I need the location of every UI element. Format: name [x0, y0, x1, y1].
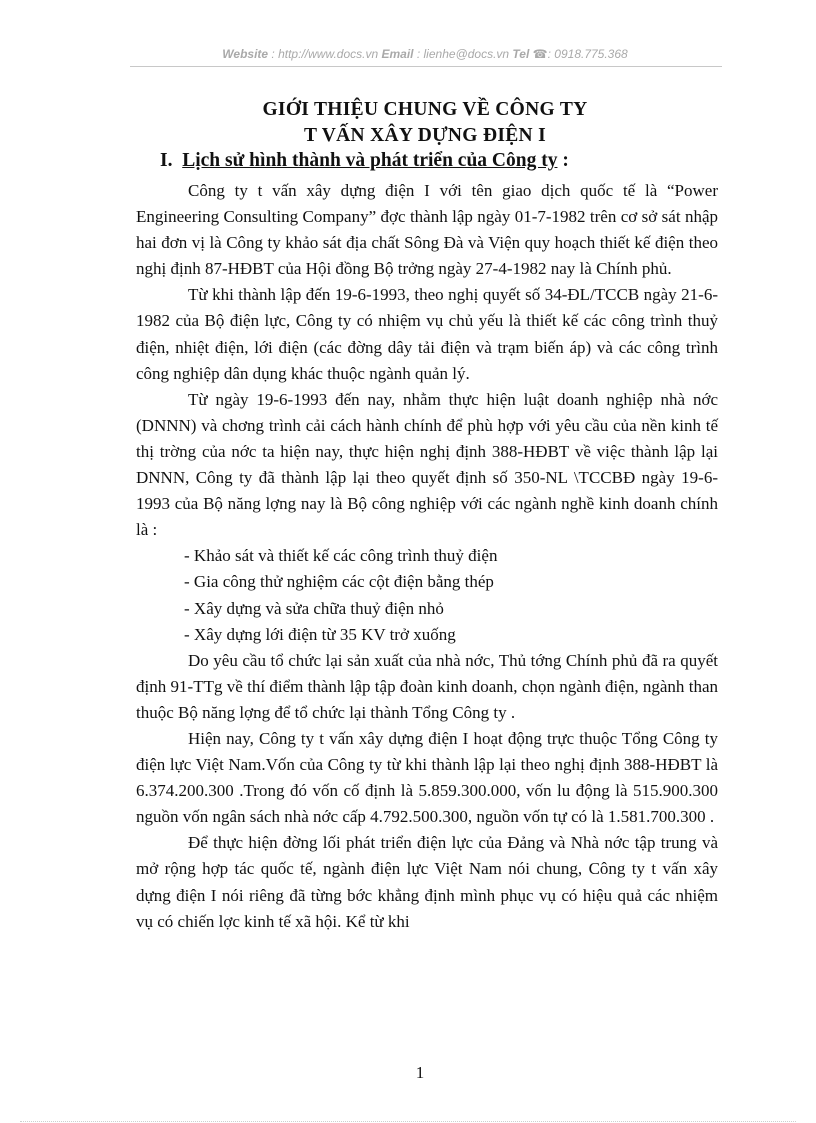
business-lines-list: [136, 543, 718, 647]
footer-divider: [20, 1121, 796, 1122]
paragraph-1: Công ty t vấn xây dựng điện I với tên giao dịch quốc tế là “Power Engineering Consulting Company” đợc thành lập ngày 01-7-1982 trên cơ sở sát nhập hai đơn vị là Công ty khảo sát địa chất Sông Đà và Viện quy hoạch thiết kế điện theo nghị định 87-HĐBT của Hội đồng Bộ trởng ngày 27-4-1982 nay là Chính phủ.: [136, 181, 718, 279]
phone-icon: ☎: [532, 47, 548, 61]
page-subtitle: T VẤN XÂY DỰNG ĐIỆN I: [304, 125, 546, 146]
tel-label: Tel: [512, 47, 530, 61]
document-body: [136, 178, 718, 935]
list-item: - Xây dựng và sửa chữa thuỷ điện nhỏ: [184, 598, 444, 618]
paragraph-2: Từ khi thành lập đến 19-6-1993, theo nghị quyết số 34-ĐL/TCCB ngày 21-6-1982 của Bộ điện lực, Công ty có nhiệm vụ chủ yếu là thiết kế các công trình thuỷ điện, nhiệt điện, lới điện (các đờng dây tải điện và trạm biến áp) và các công trình công nghiệp dân dụng khác thuộc ngành quản lý.: [136, 285, 718, 383]
section-title: Lịch sử hình thành và phát triển của Công ty: [182, 150, 558, 171]
list-item: - Khảo sát và thiết kế các công trình thuỷ điện: [184, 546, 498, 566]
list-item: - Xây dựng lới điện từ 35 KV trở xuống: [184, 624, 456, 644]
list-item: - Gia công thử nghiệm các cột điện bằng thép: [184, 572, 494, 592]
email-value: : lienhe@docs.vn: [416, 47, 510, 61]
email-label: Email: [381, 47, 414, 61]
section-number: I.: [160, 150, 173, 171]
website-label: Website: [222, 47, 269, 61]
website-value: : http://www.docs.vn: [271, 47, 379, 61]
section-suffix: :: [557, 150, 569, 171]
page-header: [130, 47, 720, 61]
paragraph-3: Từ ngày 19-6-1993 đến nay, nhằm thực hiện luật doanh nghiệp nhà nớc (DNNN) và chơng trình cải cách hành chính để phù hợp với yêu cầu của nền kinh tế thị trờng của nớc ta hiện nay, thực hiện nghị định 388-HĐBT về việc thành lập lại DNNN, Công ty đã thành lập lại theo quyết định số 350-NL \TCCBĐ ngày 19-6-1993 của Bộ năng lợng nay là Bộ công nghiệp với các ngành nghề kinh doanh chính là :: [136, 389, 718, 540]
paragraph-6: Để thực hiện đờng lối phát triển điện lực của Đảng và Nhà nớc tập trung và mở rộng hợp tác quốc tế, ngành điện lực Việt Nam nói chung, Công ty t vấn xây dựng điện I nói riêng đã từng bớc khẳng định mình phục vụ có hiệu quả các nhiệm vụ có chiến lợc kinh tế xã hội. Kể từ khi: [136, 833, 718, 931]
page-title: GIỚI THIỆU CHUNG VỀ CÔNG TY: [262, 99, 588, 120]
section-heading: [160, 150, 569, 172]
paragraph-4: Do yêu cầu tổ chức lại sản xuất của nhà nớc, Thủ tớng Chính phủ đã ra quyết định 91-TTg về thí điểm thành lập tập đoàn kinh doanh, chọn ngành điện, ngành than thuộc Bộ năng lợng để tổ chức lại thành Tổng Công ty .: [136, 650, 718, 722]
tel-value: : 0918.775.368: [547, 47, 628, 61]
header-divider: [130, 66, 722, 67]
page-number: 1: [415, 1063, 425, 1082]
paragraph-5: Hiện nay, Công ty t vấn xây dựng điện I hoạt động trực thuộc Tổng Công ty điện lực Việt Nam.Vốn của Công ty từ khi thành lập lại theo nghị định 388-HĐBT là 6.374.200.300 .Trong đó vốn cố định là 5.859.300.000, vốn lu động là 515.900.300 nguồn vốn ngân sách nhà nớc cấp 4.792.500.300, nguồn vốn tự có là 1.581.700.300 .: [136, 728, 718, 827]
